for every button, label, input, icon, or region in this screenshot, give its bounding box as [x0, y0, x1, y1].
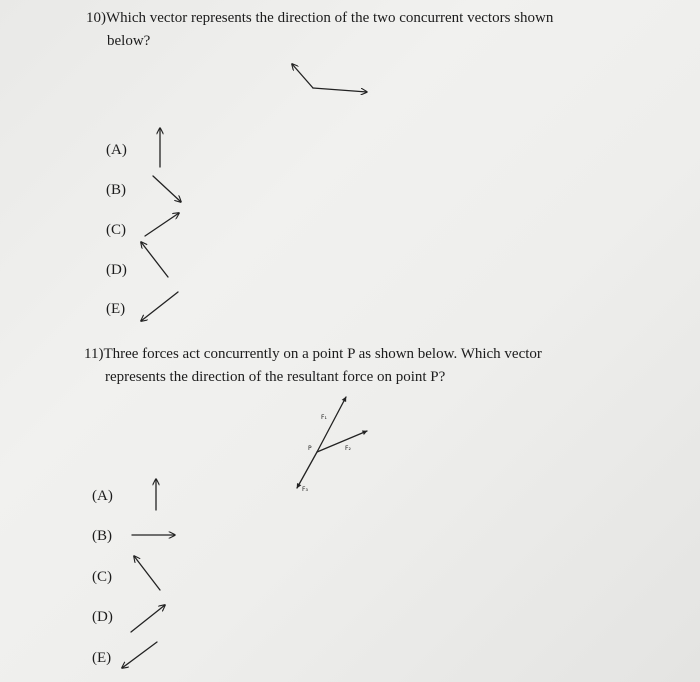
q11-label-p: P — [308, 445, 312, 452]
q11-option-c-label: (C) — [92, 569, 112, 585]
q10-option-a-label: (A) — [106, 142, 127, 158]
question-10-line-2: below? — [107, 33, 151, 49]
q10-vector-up-left — [292, 64, 313, 88]
question-11-line-1: 11)Three forces act concurrently on a point P as shown below. Which vector — [84, 346, 542, 362]
q11-force-f2-vector — [317, 431, 367, 452]
q11-label-f1: F₁ — [321, 414, 327, 421]
q10-option-d-label: (D) — [106, 262, 127, 278]
q10-option-d-arrow-up-left-icon — [141, 242, 168, 277]
q11-force-f1-vector — [317, 397, 346, 452]
q10-concurrent-vectors-figure — [292, 64, 367, 92]
q11-forces-figure — [297, 397, 367, 493]
q10-option-c-arrow-up-right-icon — [145, 213, 179, 236]
question-10-line-1: 10)Which vector represents the direction of the two concurrent vectors shown — [86, 10, 554, 26]
q10-vector-right — [313, 88, 367, 92]
q10-option-b-arrow-down-right-icon — [153, 176, 181, 202]
q11-label-f2: F₂ — [345, 445, 351, 452]
q11-option-e-arrow-down-left-icon — [122, 642, 157, 668]
q11-option-a-label: (A) — [92, 488, 113, 504]
q11-label-f3: F₃ — [302, 486, 308, 493]
q11-option-d-arrow-up-right-icon — [131, 605, 165, 632]
q10-option-c-label: (C) — [106, 222, 126, 238]
q11-option-b-label: (B) — [92, 528, 112, 544]
q10-option-e-label: (E) — [106, 301, 126, 317]
q11-option-d-label: (D) — [92, 609, 113, 625]
q11-force-f3-vector — [297, 452, 317, 488]
question-11-line-2: represents the direction of the resultant force on point P? — [105, 369, 446, 385]
q11-option-e-label: (E) — [92, 650, 112, 666]
q10-option-e-arrow-down-left-icon — [141, 292, 178, 321]
q11-option-c-arrow-up-left-icon — [134, 556, 160, 590]
q10-option-b-label: (B) — [106, 182, 126, 198]
